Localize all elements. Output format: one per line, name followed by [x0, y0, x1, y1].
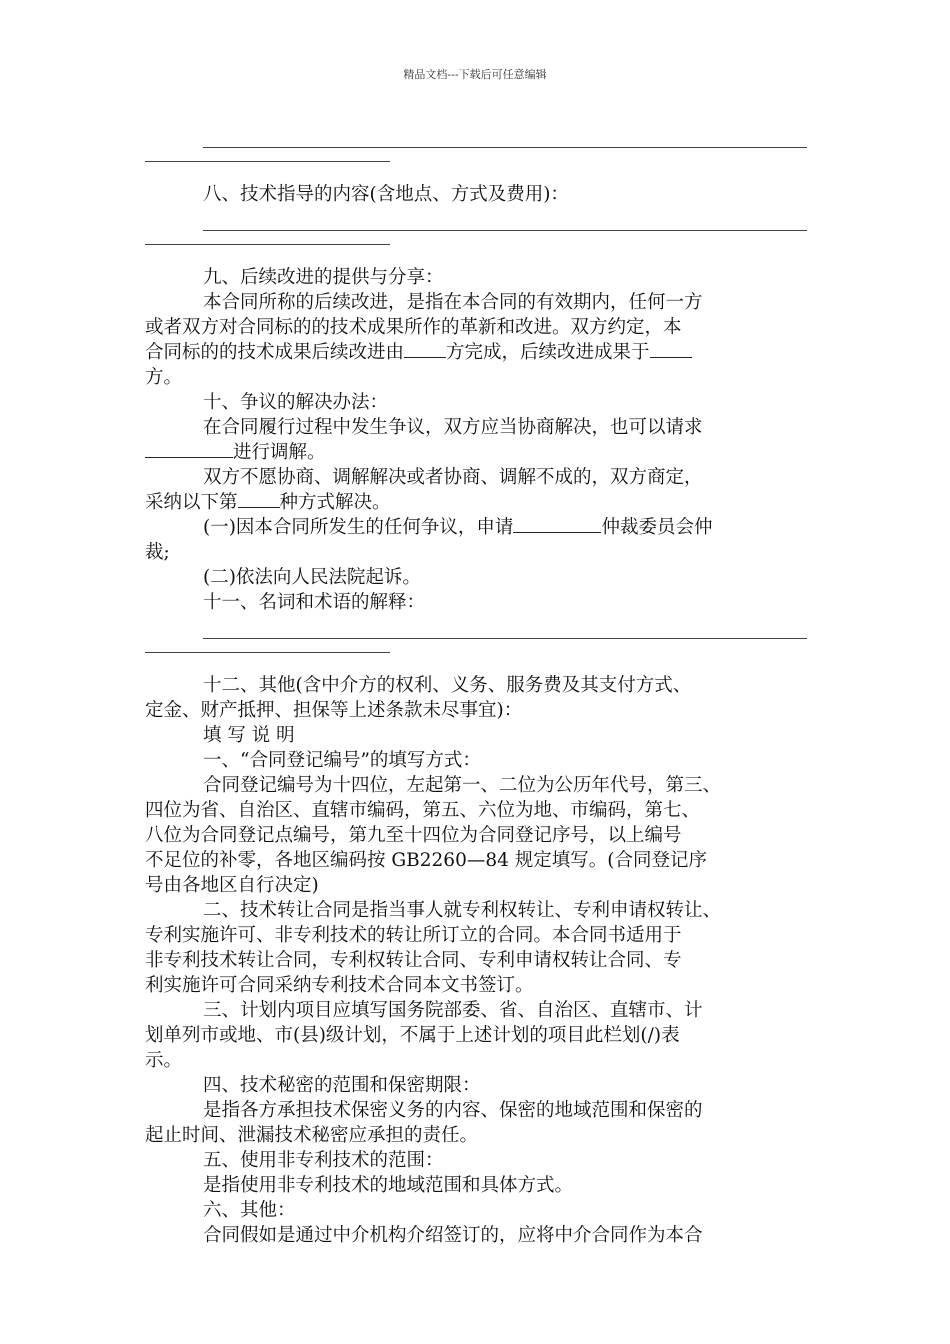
paragraph-line: 二、技术转让合同是指当事人就专利权转让、专利申请权转让、 — [203, 900, 722, 921]
paragraph-line: 合同标的的技术成果后续改进由 方完成，后续改进成果于 — [145, 340, 807, 365]
paragraph-line: 专利实施许可、非专利技术的转让所订立的合同。本合同书适用于 — [145, 925, 682, 946]
paragraph-line: 在合同履行过程中发生争议，双方应当协商解决，也可以请求 — [203, 417, 703, 438]
paragraph-line: 示。 — [145, 1050, 183, 1071]
section-10-title: 十、争议的解决办法： — [203, 392, 389, 413]
note-6-title: 六、其他： — [203, 1200, 296, 1221]
fill-blank — [404, 340, 446, 358]
paragraph-line: 三、计划内项目应填写国务院部委、省、自治区、直辖市、计 — [203, 1000, 703, 1021]
paragraph-line: 利实施许可合同采纳专利技术合同本文书签订。 — [145, 975, 534, 996]
paragraph-line: 是指各方承担技术保密义务的内容、保密的地域范围和保密的 — [203, 1100, 703, 1121]
paragraph-line: (一)因本合同所发生的任何争议，申请 仲裁委员会仲 — [203, 517, 713, 538]
page-header: 精品文档---下载后可任意编辑 — [403, 68, 547, 81]
paragraph-line: 划单列市或地、市(县)级计划，不属于上述计划的项目此栏划(/)表 — [145, 1025, 680, 1046]
paragraph-line: 双方不愿协商、调解解决或者协商、调解不成的，双方商定， — [203, 467, 703, 488]
paragraph-line: 起止时间、泄漏技术秘密应承担的责任。 — [145, 1125, 479, 1146]
fill-blank — [650, 340, 692, 358]
document-body — [145, 132, 807, 1248]
section-11-title: 十一、名词和术语的解释： — [203, 592, 426, 613]
note-5-title: 五、使用非专利技术的范围： — [203, 1150, 444, 1171]
blank-line-end — [145, 157, 807, 182]
paragraph-line: 不足位的补零，各地区编码按 GB2260—84 规定填写。(合同登记序 — [145, 850, 707, 871]
paragraph-line: (二)依法向人民法院起诉。 — [203, 567, 421, 588]
paragraph-line: 进行调解。 — [145, 440, 807, 465]
paragraph-line: 方。 — [145, 367, 183, 388]
section-8-title: 八、技术指导的内容(含地点、方式及费用)： — [203, 184, 569, 205]
note-1-title: 一、“合同登记编号”的填写方式： — [203, 750, 481, 771]
note-4-title: 四、技术秘密的范围和保密期限： — [203, 1075, 481, 1096]
paragraph-line: 本合同所称的后续改进，是指在本合同的有效期内，任何一方 — [203, 292, 703, 313]
blank-line — [145, 215, 807, 240]
paragraph-line: 号由各地区自行决定) — [145, 875, 319, 896]
fill-blank — [145, 440, 233, 458]
paragraph-line: 四位为省、自治区、直辖市编码，第五、六位为地、市编码，第七、 — [145, 800, 701, 821]
paragraph-line: 合同登记编号为十四位，左起第一、二位为公历年代号，第三、 — [203, 775, 722, 796]
blank-line — [145, 132, 807, 157]
paragraph-line: 定金、财产抵押、担保等上述条款未尽事宜)： — [145, 700, 523, 721]
fill-blank — [238, 490, 280, 508]
paragraph-line: 合同假如是通过中介机构介绍签订的，应将中介合同作为本合 — [203, 1225, 703, 1246]
notes-title: 填 写 说 明 — [203, 725, 295, 746]
section-9-title: 九、后续改进的提供与分享： — [203, 267, 444, 288]
fill-blank — [513, 515, 601, 533]
blank-line-end — [145, 240, 807, 265]
blank-line — [145, 623, 807, 648]
paragraph-line: 采纳以下第 种方式解决。 — [145, 492, 391, 513]
paragraph-line: 八位为合同登记点编号，第九至十四位为合同登记序号，以上编号 — [145, 825, 682, 846]
paragraph-line: 非专利技术转让合同，专利权转让合同、专利申请权转让合同、专 — [145, 950, 682, 971]
paragraph-line: 或者双方对合同标的的技术成果所作的革新和改进。双方约定，本 — [145, 317, 682, 338]
blank-line-end — [145, 648, 807, 673]
section-12-title: 十二、其他(含中介方的权利、义务、服务费及其支付方式、 — [203, 675, 692, 696]
paragraph-line: 是指使用非专利技术的地域范围和具体方式。 — [203, 1175, 574, 1196]
paragraph-line: 裁; — [145, 542, 170, 563]
